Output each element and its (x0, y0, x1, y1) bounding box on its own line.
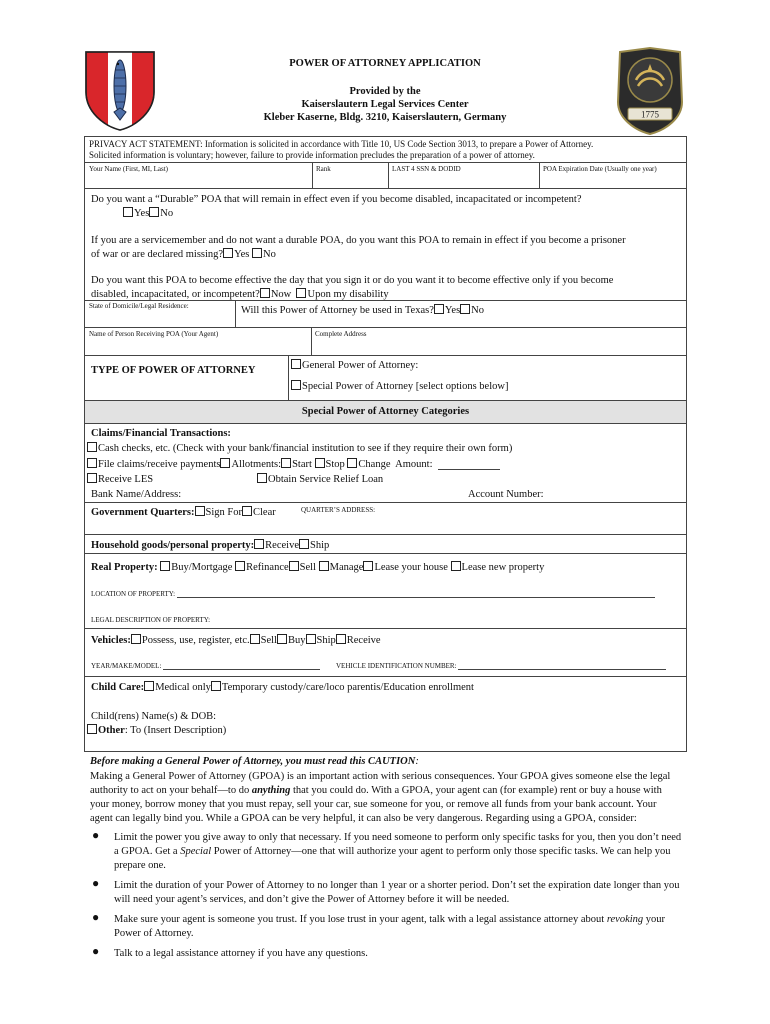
household-goods-label: Household goods/personal property: (91, 540, 255, 551)
property-sell-label: Sell (299, 562, 316, 573)
lease-house-label: Lease your house (374, 562, 448, 573)
claims-heading: Claims/Financial Transactions: (91, 428, 231, 439)
other-description: : To (Insert Description) (124, 725, 227, 736)
texas-yes-checkbox[interactable] (434, 304, 444, 314)
prisoner-yes-label: Yes (234, 249, 250, 260)
page-title: POWER OF ATTORNEY APPLICATION (289, 58, 481, 69)
household-ship-checkbox[interactable] (299, 539, 309, 549)
allotment-change-checkbox[interactable] (347, 458, 357, 468)
medical-only-checkbox[interactable] (144, 681, 154, 691)
vehicle-ship-label: Ship (316, 635, 336, 646)
caution-heading: Before making a General Power of Attorney, you must read this CAUTION: (90, 756, 419, 767)
state-input[interactable] (85, 301, 235, 327)
lease-new-checkbox[interactable] (451, 561, 461, 571)
agent-field-label: Name of Person Receiving POA (Your Agent) (89, 330, 219, 338)
durable-no-label: No (160, 208, 174, 219)
amount-input[interactable] (438, 459, 500, 470)
vehicle-receive-label: Receive (346, 635, 381, 646)
quarters-sign-label: Sign For (205, 507, 242, 518)
effective-question-line1: Do you want this POA to become effective the day that you sign it or do you want it to become effective only if you become (91, 275, 614, 286)
medical-only-label: Medical only (155, 682, 211, 693)
vin-label: VEHICLE IDENTIFICATION NUMBER: (336, 662, 457, 670)
amount-label: Amount: (395, 459, 433, 470)
seal-year-text: 1775 (641, 109, 659, 120)
prisoner-question-line1: If you are a servicemember and do not want a durable POA, do you want this POA to remain in effect if you become a prisoner (91, 235, 626, 246)
bullet-icon: ● (92, 828, 100, 842)
vehicle-buy-label: Buy (287, 635, 306, 646)
year-make-model-label: YEAR/MAKE/MODEL: (91, 662, 162, 670)
receive-les-checkbox[interactable] (87, 473, 97, 483)
legal-description-label: LEGAL DESCRIPTION OF PROPERTY: (91, 616, 211, 624)
manage-checkbox[interactable] (319, 561, 329, 571)
bullet-icon: ● (92, 944, 100, 958)
ssn-field-label: LAST 4 SSN & DODID (392, 165, 461, 173)
allotments-checkbox[interactable] (220, 458, 230, 468)
effective-now-checkbox[interactable] (260, 288, 270, 298)
special-poa-checkbox[interactable] (291, 380, 301, 390)
buy-mortgage-checkbox[interactable] (160, 561, 170, 571)
prisoner-question-line2: of war or are declared missing? (91, 249, 224, 260)
durable-yes-label: Yes (134, 208, 150, 219)
refinance-checkbox[interactable] (235, 561, 245, 571)
lease-house-checkbox[interactable] (363, 561, 373, 571)
children-names-label: Child(rens) Name(s) & DOB: (91, 711, 217, 722)
allotments-label: Allotments: (231, 459, 282, 470)
allotment-change-label: Change (358, 459, 391, 470)
allotment-start-label: Start (292, 459, 312, 470)
gov-quarters-label: Government Quarters: (91, 507, 195, 518)
vehicles-label: Vehicles: (91, 635, 131, 646)
vehicle-possess-label: Possess, use, register, etc. (141, 635, 250, 646)
texas-yes-label: Yes (444, 305, 461, 316)
temporary-custody-checkbox[interactable] (211, 681, 221, 691)
relief-loan-label: Obtain Service Relief Loan (268, 474, 384, 485)
caution-bullet-2: Limit the duration of your Power of Attorney to no longer than 1 year or a shorter period. Don’t set the expiration date longer than you will need your agent’s services, and don’t give the Power of Attorney before it will be needed. (114, 880, 680, 905)
poa-form (84, 136, 687, 752)
bullet-icon: ● (92, 910, 100, 924)
location-input[interactable] (177, 590, 655, 598)
texas-no-label: No (471, 305, 484, 316)
file-claims-checkbox[interactable] (87, 458, 97, 468)
rank-field-label: Rank (316, 165, 331, 173)
manage-label: Manage (329, 562, 364, 573)
state-field-label: State of Domicile/Legal Residence: (89, 302, 189, 310)
expiration-field-label: POA Expiration Date (Usually one year) (543, 165, 657, 173)
vehicle-sell-label: Sell (260, 635, 277, 646)
effective-disability-checkbox[interactable] (296, 288, 306, 298)
quarters-clear-label: Clear (252, 507, 276, 518)
effective-now-label: Now (270, 289, 292, 300)
child-care-label: Child Care: (91, 682, 145, 693)
cash-checks-label: Cash checks, etc. (Check with your bank/financial institution to see if they require their own form) (98, 443, 513, 454)
vehicle-buy-checkbox[interactable] (277, 634, 287, 644)
prisoner-yes-checkbox[interactable] (223, 248, 233, 258)
general-poa-label: General Power of Attorney: (302, 360, 419, 371)
privacy-statement-line1: PRIVACY ACT STATEMENT: Information is solicited in accordance with Title 10, US Code Section 3013, to prepare a Power of Attorney. (89, 139, 594, 149)
relief-loan-checkbox[interactable] (257, 473, 267, 483)
vehicle-ship-checkbox[interactable] (306, 634, 316, 644)
type-of-poa-label: TYPE OF POWER OF ATTORNEY (91, 365, 256, 376)
vehicle-sell-checkbox[interactable] (250, 634, 260, 644)
expiration-input[interactable] (540, 163, 687, 188)
household-ship-label: Ship (309, 540, 330, 551)
center-name: Kaiserslautern Legal Services Center (301, 99, 469, 110)
texas-no-checkbox[interactable] (460, 304, 470, 314)
privacy-statement-line2: Solicited information is voluntary; however, failure to provide information precludes the preparation of a power of attorney. (89, 150, 535, 160)
agent-name-input[interactable] (85, 328, 311, 355)
durable-question: Do you want a “Durable” POA that will remain in effect even if you become disabled, incapacitated or incompetent? (91, 194, 582, 205)
kaiserslautern-crest-logo (84, 50, 156, 132)
provided-by: Provided by the (349, 86, 421, 97)
allotment-stop-checkbox[interactable] (315, 458, 325, 468)
caution-bullet-4: Talk to a legal assistance attorney if you have any questions. (114, 948, 368, 959)
prisoner-no-label: No (262, 249, 276, 260)
receive-les-label: Receive LES (98, 474, 154, 485)
agent-address-input[interactable] (312, 328, 687, 355)
file-claims-label: File claims/receive payments (98, 459, 221, 470)
name-field-label: Your Name (First, MI, Last) (89, 165, 169, 173)
property-sell-checkbox[interactable] (289, 561, 299, 571)
durable-no-checkbox[interactable] (149, 207, 159, 217)
quarters-address-label: QUARTER’S ADDRESS: (301, 506, 376, 514)
quarters-clear-checkbox[interactable] (242, 506, 252, 516)
prisoner-no-checkbox[interactable] (252, 248, 262, 258)
vehicle-receive-checkbox[interactable] (336, 634, 346, 644)
bank-name-label: Bank Name/Address: (91, 489, 182, 500)
real-property-label: Real Property: (91, 562, 158, 573)
household-receive-label: Receive (265, 540, 299, 551)
caution-paragraph: Making a General Power of Attorney (GPOA) is an important action with serious consequences. Your GPOA gives someone else the legal authority to act on your behalf—to do anything that you could do. With a GPOA, your agent can (for example) rent or buy a house with your money, borrow money that you must repay, sell your car, sue someone for you, or remove all funds from your bank account. Your agent can legally bind you. While a GPOA can be very helpful, it can also be very dangerous. Regarding using a GPOA, consider: (90, 771, 671, 824)
lease-new-label: Lease new property (461, 562, 545, 573)
vehicle-possess-checkbox[interactable] (131, 634, 141, 644)
address-field-label: Complete Address (315, 330, 367, 338)
quarters-sign-checkbox[interactable] (195, 506, 205, 516)
texas-question: Will this Power of Attorney be used in Texas? (241, 305, 434, 316)
vin-input[interactable] (458, 662, 666, 670)
jag-corps-seal-logo (612, 46, 688, 136)
household-receive-checkbox[interactable] (254, 539, 264, 549)
center-address: Kleber Kaserne, Bldg. 3210, Kaiserslautern, Germany (263, 112, 507, 123)
location-label: LOCATION OF PROPERTY: (91, 590, 176, 598)
account-number-label: Account Number: (468, 489, 544, 500)
year-make-model-input[interactable] (163, 662, 320, 670)
allotment-stop-label: Stop (325, 459, 345, 470)
temporary-custody-label: Temporary custody/care/loco parentis/Education enrollment (221, 682, 474, 693)
rank-input[interactable] (313, 163, 388, 188)
general-poa-checkbox[interactable] (291, 359, 301, 369)
name-input[interactable] (85, 163, 312, 188)
other-checkbox[interactable] (87, 724, 97, 734)
caution-bullet-3: Make sure your agent is someone you trust. If you lose trust in your agent, talk with a legal assistance attorney about revoking your Power of Attorney. (114, 914, 666, 939)
buy-mortgage-label: Buy/Mortgage (171, 562, 233, 573)
effective-disability-label: Upon my disability (307, 289, 389, 300)
refinance-label: Refinance (246, 562, 289, 573)
caution-bullet-1: Limit the power you give away to only that necessary. If you need someone to perform only specific tasks for you, then you don’t need a GPOA. Get a Special Power of Attorney—one that will authorize your agent to perform only those specific tasks. We can help you prepare one. (114, 832, 682, 871)
bullet-icon: ● (92, 876, 100, 890)
effective-question-line2: disabled, incapacitated, or incompetent? (91, 289, 260, 300)
ssn-input[interactable] (389, 163, 539, 188)
durable-yes-checkbox[interactable] (123, 207, 133, 217)
allotment-start-checkbox[interactable] (281, 458, 291, 468)
cash-checks-checkbox[interactable] (87, 442, 97, 452)
other-label: Other (98, 725, 125, 736)
special-categories-title: Special Power of Attorney Categories (301, 406, 470, 417)
special-poa-label: Special Power of Attorney [select options below] (302, 381, 509, 392)
